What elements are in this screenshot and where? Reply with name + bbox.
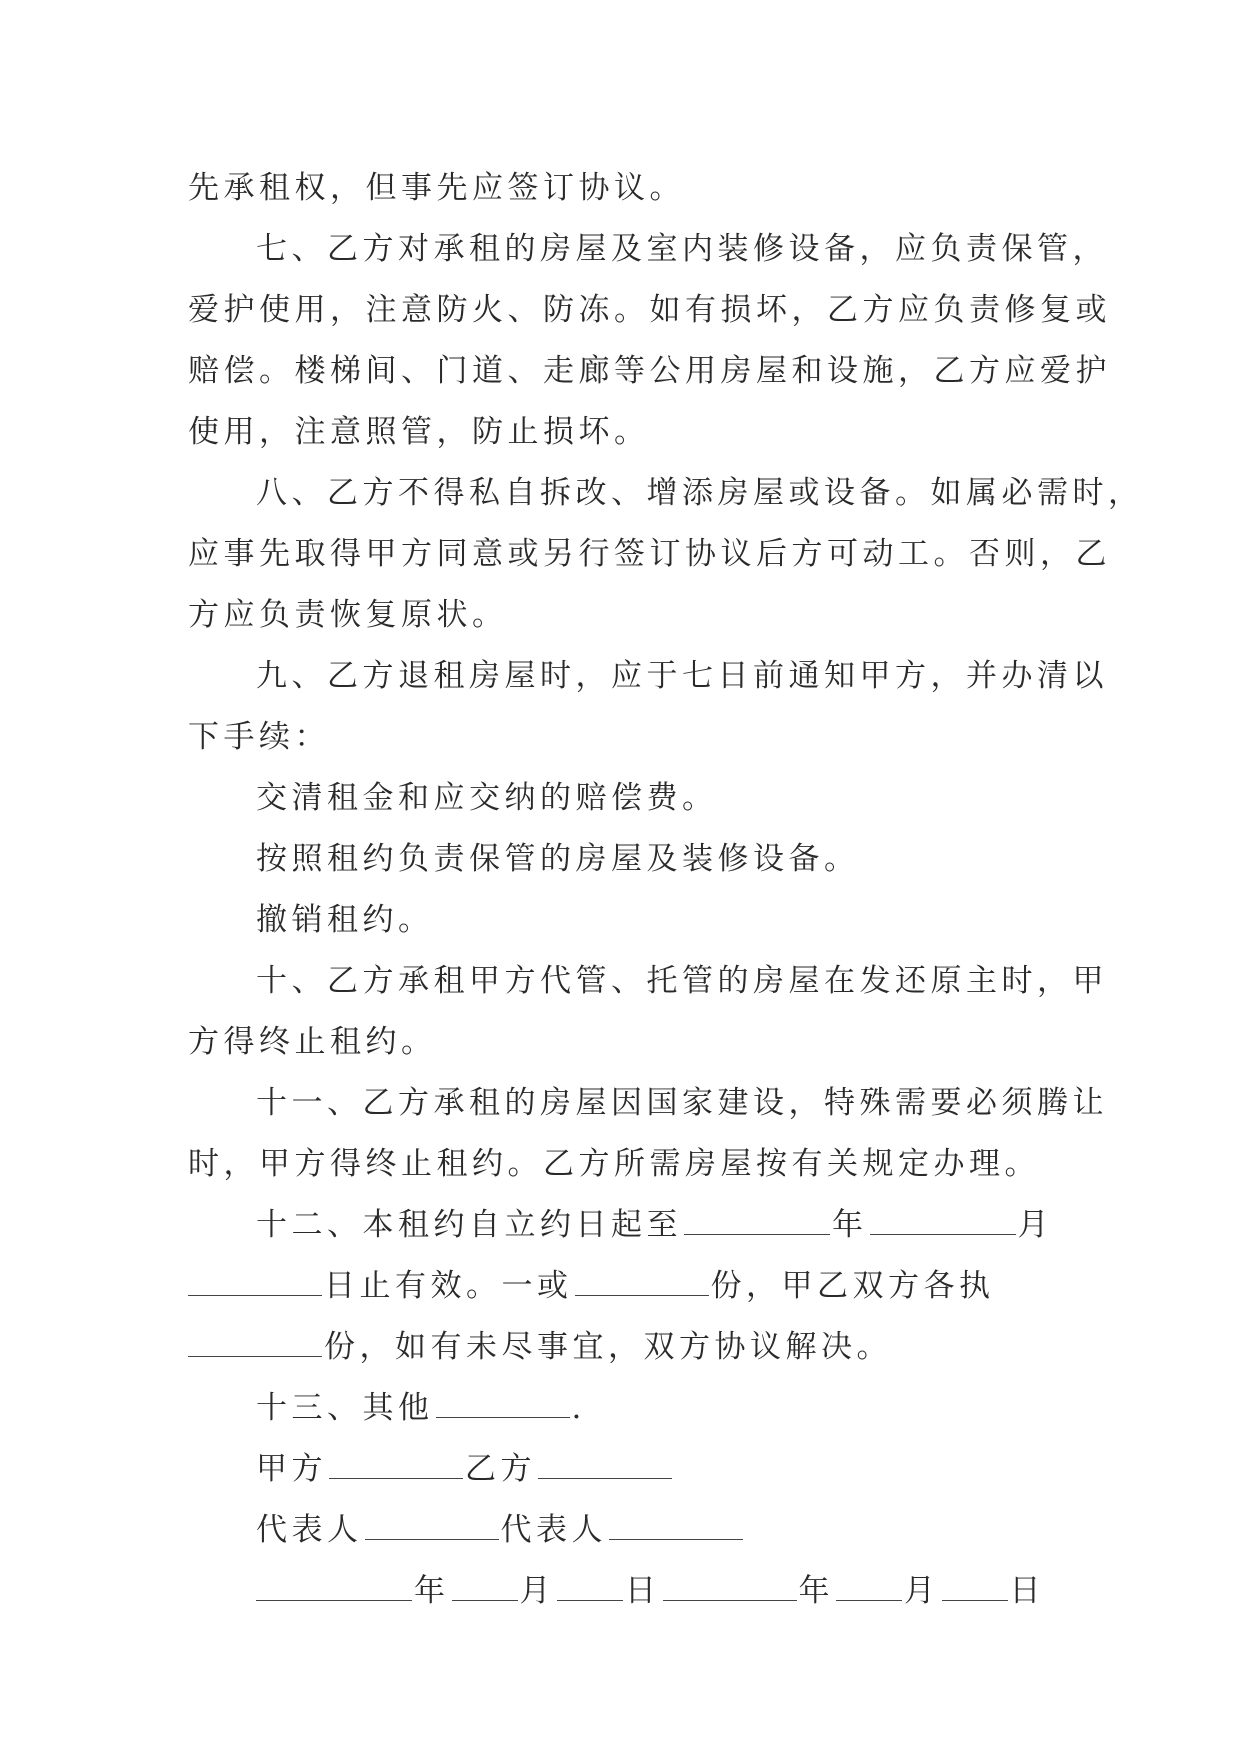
date-a-day-field[interactable]	[557, 1574, 623, 1601]
date-b-year-label: 年	[798, 1573, 834, 1609]
date-a-month-label: 月	[519, 1573, 555, 1609]
clause-8-line-2: 应事先取得甲方同意或另行签订协议后方可动工。否则，乙	[188, 536, 1111, 572]
paragraph-line: 先承租权，但事先应签订协议。	[188, 170, 685, 206]
party-a-field[interactable]	[329, 1452, 463, 1479]
clause-12-copies-text: 份，甲乙双方各执	[710, 1268, 995, 1304]
party-a-label: 甲方	[256, 1451, 327, 1487]
clause-9-item-3: 撤销租约。	[256, 902, 434, 938]
date-a-year-label: 年	[414, 1573, 450, 1609]
document-body	[188, 158, 1144, 1622]
clause-13-line	[188, 1378, 1052, 1439]
date-b-day-field[interactable]	[942, 1574, 1008, 1601]
clause-10-line-2: 方得终止租约。	[188, 1024, 437, 1060]
clause-9-line-1: 九、乙方退租房屋时，应于七日前通知甲方，并办清以	[256, 658, 1108, 694]
date-signature-line	[188, 1561, 1052, 1622]
rep-a-label: 代表人	[256, 1512, 363, 1548]
party-b-field[interactable]	[538, 1452, 672, 1479]
rep-a-field[interactable]	[365, 1513, 499, 1540]
rep-b-field[interactable]	[609, 1513, 743, 1540]
blank-field[interactable]	[870, 1208, 1016, 1235]
date-a-day-label: 日	[625, 1573, 661, 1609]
clause-11-line-2: 时，甲方得终止租约。乙方所需房屋按有关规定办理。	[188, 1146, 1040, 1182]
clause-9-line-2: 下手续：	[188, 719, 330, 755]
clause-13-label: 十三、其他	[256, 1390, 434, 1426]
clause-12-line-3	[188, 1317, 1052, 1378]
clause-12-month-label: 月	[1017, 1207, 1053, 1243]
clause-11-line-1: 十一、乙方承租的房屋因国家建设，特殊需要必须腾让	[256, 1085, 1108, 1121]
date-b-year-field[interactable]	[663, 1574, 797, 1601]
rep-b-label: 代表人	[500, 1512, 607, 1548]
clause-7-line-3: 赔偿。楼梯间、门道、走廊等公用房屋和设施，乙方应爱护	[188, 353, 1111, 389]
blank-field[interactable]	[575, 1269, 709, 1296]
date-a-month-field[interactable]	[452, 1574, 518, 1601]
blank-field[interactable]	[436, 1391, 570, 1418]
clause-12-year-label: 年	[832, 1207, 868, 1243]
date-b-month-label: 月	[904, 1573, 940, 1609]
clause-7-line-1: 七、乙方对承租的房屋及室内装修设备，应负责保管，	[256, 231, 1108, 267]
clause-10-line-1: 十、乙方承租甲方代管、托管的房屋在发还原主时，甲	[256, 963, 1108, 999]
blank-field[interactable]	[684, 1208, 830, 1235]
blank-field[interactable]	[188, 1330, 322, 1357]
clause-8-line-3: 方应负责恢复原状。	[188, 597, 508, 633]
clause-8-line-1: 八、乙方不得私自拆改、增添房屋或设备。如属必需时，	[256, 475, 1144, 511]
date-b-day-label: 日	[1009, 1573, 1045, 1609]
clause-12-end-text: 份，如有未尽事宜，双方协议解决。	[324, 1329, 892, 1365]
clause-9-item-1: 交清租金和应交纳的赔偿费。	[256, 780, 718, 816]
clause-12-line-2	[188, 1256, 1052, 1317]
clause-9-item-2: 按照租约负责保管的房屋及装修设备。	[256, 841, 860, 877]
clause-7-line-4: 使用，注意照管，防止损坏。	[188, 414, 650, 450]
clause-7-line-2: 爱护使用，注意防火、防冻。如有损坏，乙方应负责修复或	[188, 292, 1111, 328]
blank-field[interactable]	[188, 1269, 322, 1296]
clause-13-period: .	[571, 1390, 586, 1426]
representative-signature-line	[188, 1500, 1052, 1561]
clause-12-valid-text: 日止有效。一或	[324, 1268, 573, 1304]
party-signature-line	[188, 1439, 1052, 1500]
date-b-month-field[interactable]	[836, 1574, 902, 1601]
date-a-year-field[interactable]	[256, 1574, 412, 1601]
clause-12-line-1	[188, 1195, 1052, 1256]
party-b-label: 乙方	[465, 1451, 536, 1487]
clause-12-prefix: 十二、本租约自立约日起至	[256, 1207, 682, 1243]
